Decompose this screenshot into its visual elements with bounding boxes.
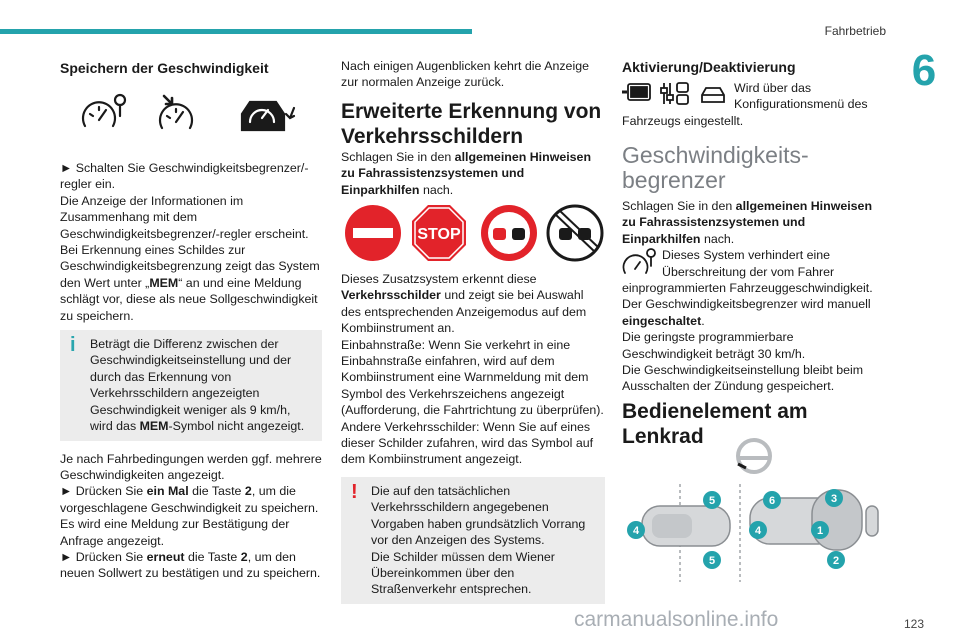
end-no-overtaking-sign-icon (548, 206, 602, 260)
warning-text-priority: Die auf den tatsächlichen Verkehrsschildern angegebenen Vorgaben haben grundsätzlich Vorrang vor den Anzeigen des Systems. (371, 483, 586, 548)
paragraph-multiple-speeds: Je nach Fahrbedingungen werden ggf. mehrere Geschwindigkeiten angezeigt. (60, 451, 322, 482)
config-menu-icons (622, 80, 726, 108)
callout-3: 3 (830, 493, 838, 505)
car-icon (702, 88, 724, 102)
steering-diagram (622, 434, 884, 584)
info-note-text: Beträgt die Differenz zwischen der Geschwindigkeitseinstellung und der durch das Erkennung von Verkehrsschildern angezeigten Geschwindigkeit weniger als 9 km/h, wird das MEM-Symbol nicht angezeigt. (90, 337, 305, 434)
paragraph-see-general: Schlagen Sie in den allgemeinen Hinweisen zu Fahrassistenzsystemen und Einparkhilfen nach. (341, 150, 592, 197)
chapter-number: 6 (911, 46, 937, 95)
speed-icons-row (80, 88, 310, 138)
heading-speed-memorize: Speichern der Geschwindigkeit (60, 60, 269, 76)
paragraph-confirm-message: Es wird eine Meldung zur Bestätigung der Anfrage angezeigt. (60, 517, 290, 548)
touchscreen-icon (622, 84, 650, 100)
instruction-switch-on: ► Schalten Sie Geschwindigkeitsbegrenzer/-regler ein. (60, 161, 309, 192)
paragraph-min-speed: Die geringste programmierbare Geschwindigkeit beträgt 30 km/h. (622, 330, 806, 361)
callout-4-left: 4 (632, 525, 640, 537)
page-number: 123 (903, 617, 924, 631)
steering-wheel-diagram (622, 434, 884, 584)
paragraph-setting-saved: Die Geschwindigkeitseinstellung bleibt beim Ausschalten der Zündung gespeichert. (622, 363, 864, 394)
paragraph-manual-on: Der Geschwindigkeitsbegrenzer wird manuell eingeschaltet. (622, 297, 871, 328)
paragraph-one-way: Einbahnstraße: Wenn Sie verkehrt in eine Einbahnstraße einfahren, wird auf dem Kombiinstrument eine Warnmeldung mit dem Symbol des Verkehrszeichens angezeigt (Aufforderung, die Fahrtrichtung zu überprüfen). (341, 337, 604, 418)
stalk-left-icon (642, 506, 730, 546)
col2-body (341, 271, 605, 604)
paragraph-config-menu: Wird über das Konfigurationsmenü des Fahrzeugs eingestellt. (622, 81, 868, 128)
settings-icon (661, 83, 688, 104)
info-note (60, 330, 322, 440)
col1-body (60, 160, 322, 582)
paragraph-info-display: Die Anzeige der Informationen im Zusammenhang mit dem Geschwindigkeitsbegrenzer/-regler erscheint. (60, 193, 309, 241)
header-accent-bar (0, 29, 472, 34)
instruction-press-once: ► Drücken Sie ein Mal die Taste 2, um die vorgeschlagene Geschwindigkeit zu speichern. (60, 484, 319, 515)
heading-sign-recognition: Erweiterte Erkennung von Verkehrsschildern (341, 100, 602, 148)
traffic-signs (343, 202, 605, 264)
cruise-gauge-icon (160, 96, 192, 128)
no-entry-sign-icon (345, 205, 401, 261)
heading-steering-controls: Bedienelement am Lenkrad (622, 400, 808, 448)
limiter-gauge-icon (83, 95, 125, 126)
warning-text-vienna: Die Schilder müssen dem Wiener Übereinkommen über den Straßenverkehr entsprechen. (371, 549, 555, 597)
steering-wheel-icon (738, 440, 770, 472)
stop-sign-text: STOP (417, 226, 461, 243)
callout-4-right: 4 (754, 525, 762, 537)
paragraph-limiter-prevents: Dieses System verhindert eine Überschreitung der vom Fahrer einprogrammierten Fahrzeuggeschwindigkeit. (622, 248, 873, 296)
paragraph-see-general-limiter: Schlagen Sie in den allgemeinen Hinweisen zu Fahrassistenzsystemen und Einparkhilfen nach. (622, 199, 873, 246)
traffic-signs-row (343, 202, 605, 264)
limiter-icon-block (622, 247, 884, 296)
paragraph-other-signs: Andere Verkehrsschilder: Wenn Sie auf eines dieser Schilder zufahren, wird das Symbol auf dem Kombiinstrument angezeigt. (341, 419, 594, 467)
paragraph-sign-detection: Bei Erkennung eines Schildes zur Geschwindigkeitsbegrenzung zeigt das System den Wert unter „MEM“ an und eine Meldung schlägt vor, diese als neue Sollgeschwindigkeit zu speichern. (60, 243, 320, 323)
heading-speed-limiter: Geschwindigkeits-begrenzer (622, 142, 809, 193)
callout-6: 6 (768, 495, 776, 507)
activation-block (622, 80, 884, 129)
instruction-press-again: ► Drücken Sie erneut die Taste 2, um den neuen Sollwert zu bestätigen und zu speichern. (60, 549, 321, 581)
callout-5-top: 5 (708, 495, 716, 507)
limiter-body (622, 198, 884, 395)
callout-2: 2 (832, 555, 840, 567)
warning-note (341, 477, 605, 604)
limiter-gauge-icon (622, 247, 656, 277)
warning-icon: ! (351, 480, 358, 503)
chapter-badge (888, 40, 960, 102)
watermark: carmanualsonline.info (574, 608, 779, 631)
callout-1: 1 (816, 525, 824, 537)
speed-memorize-icons (80, 88, 310, 138)
stop-sign-icon (412, 205, 466, 261)
paragraph-return-display: Nach einigen Augenblicken kehrt die Anzeige zur normalen Anzeige zurück. (341, 59, 589, 90)
car-cruise-icon (242, 102, 294, 130)
no-overtaking-sign-icon (481, 205, 537, 261)
paragraph-system-detects: Dieses Zusatzsystem erkennt diese Verkehrsschilder und zeigt sie bei Auswahl des entsprechenden Anzeigemodus auf dem Kombiinstrument an. (341, 272, 587, 336)
callout-5-bottom: 5 (708, 555, 716, 567)
heading-activation: Aktivierung/Deaktivierung (622, 59, 796, 75)
section-name: Fahrbetrieb (824, 24, 886, 38)
info-icon: i (70, 334, 76, 357)
